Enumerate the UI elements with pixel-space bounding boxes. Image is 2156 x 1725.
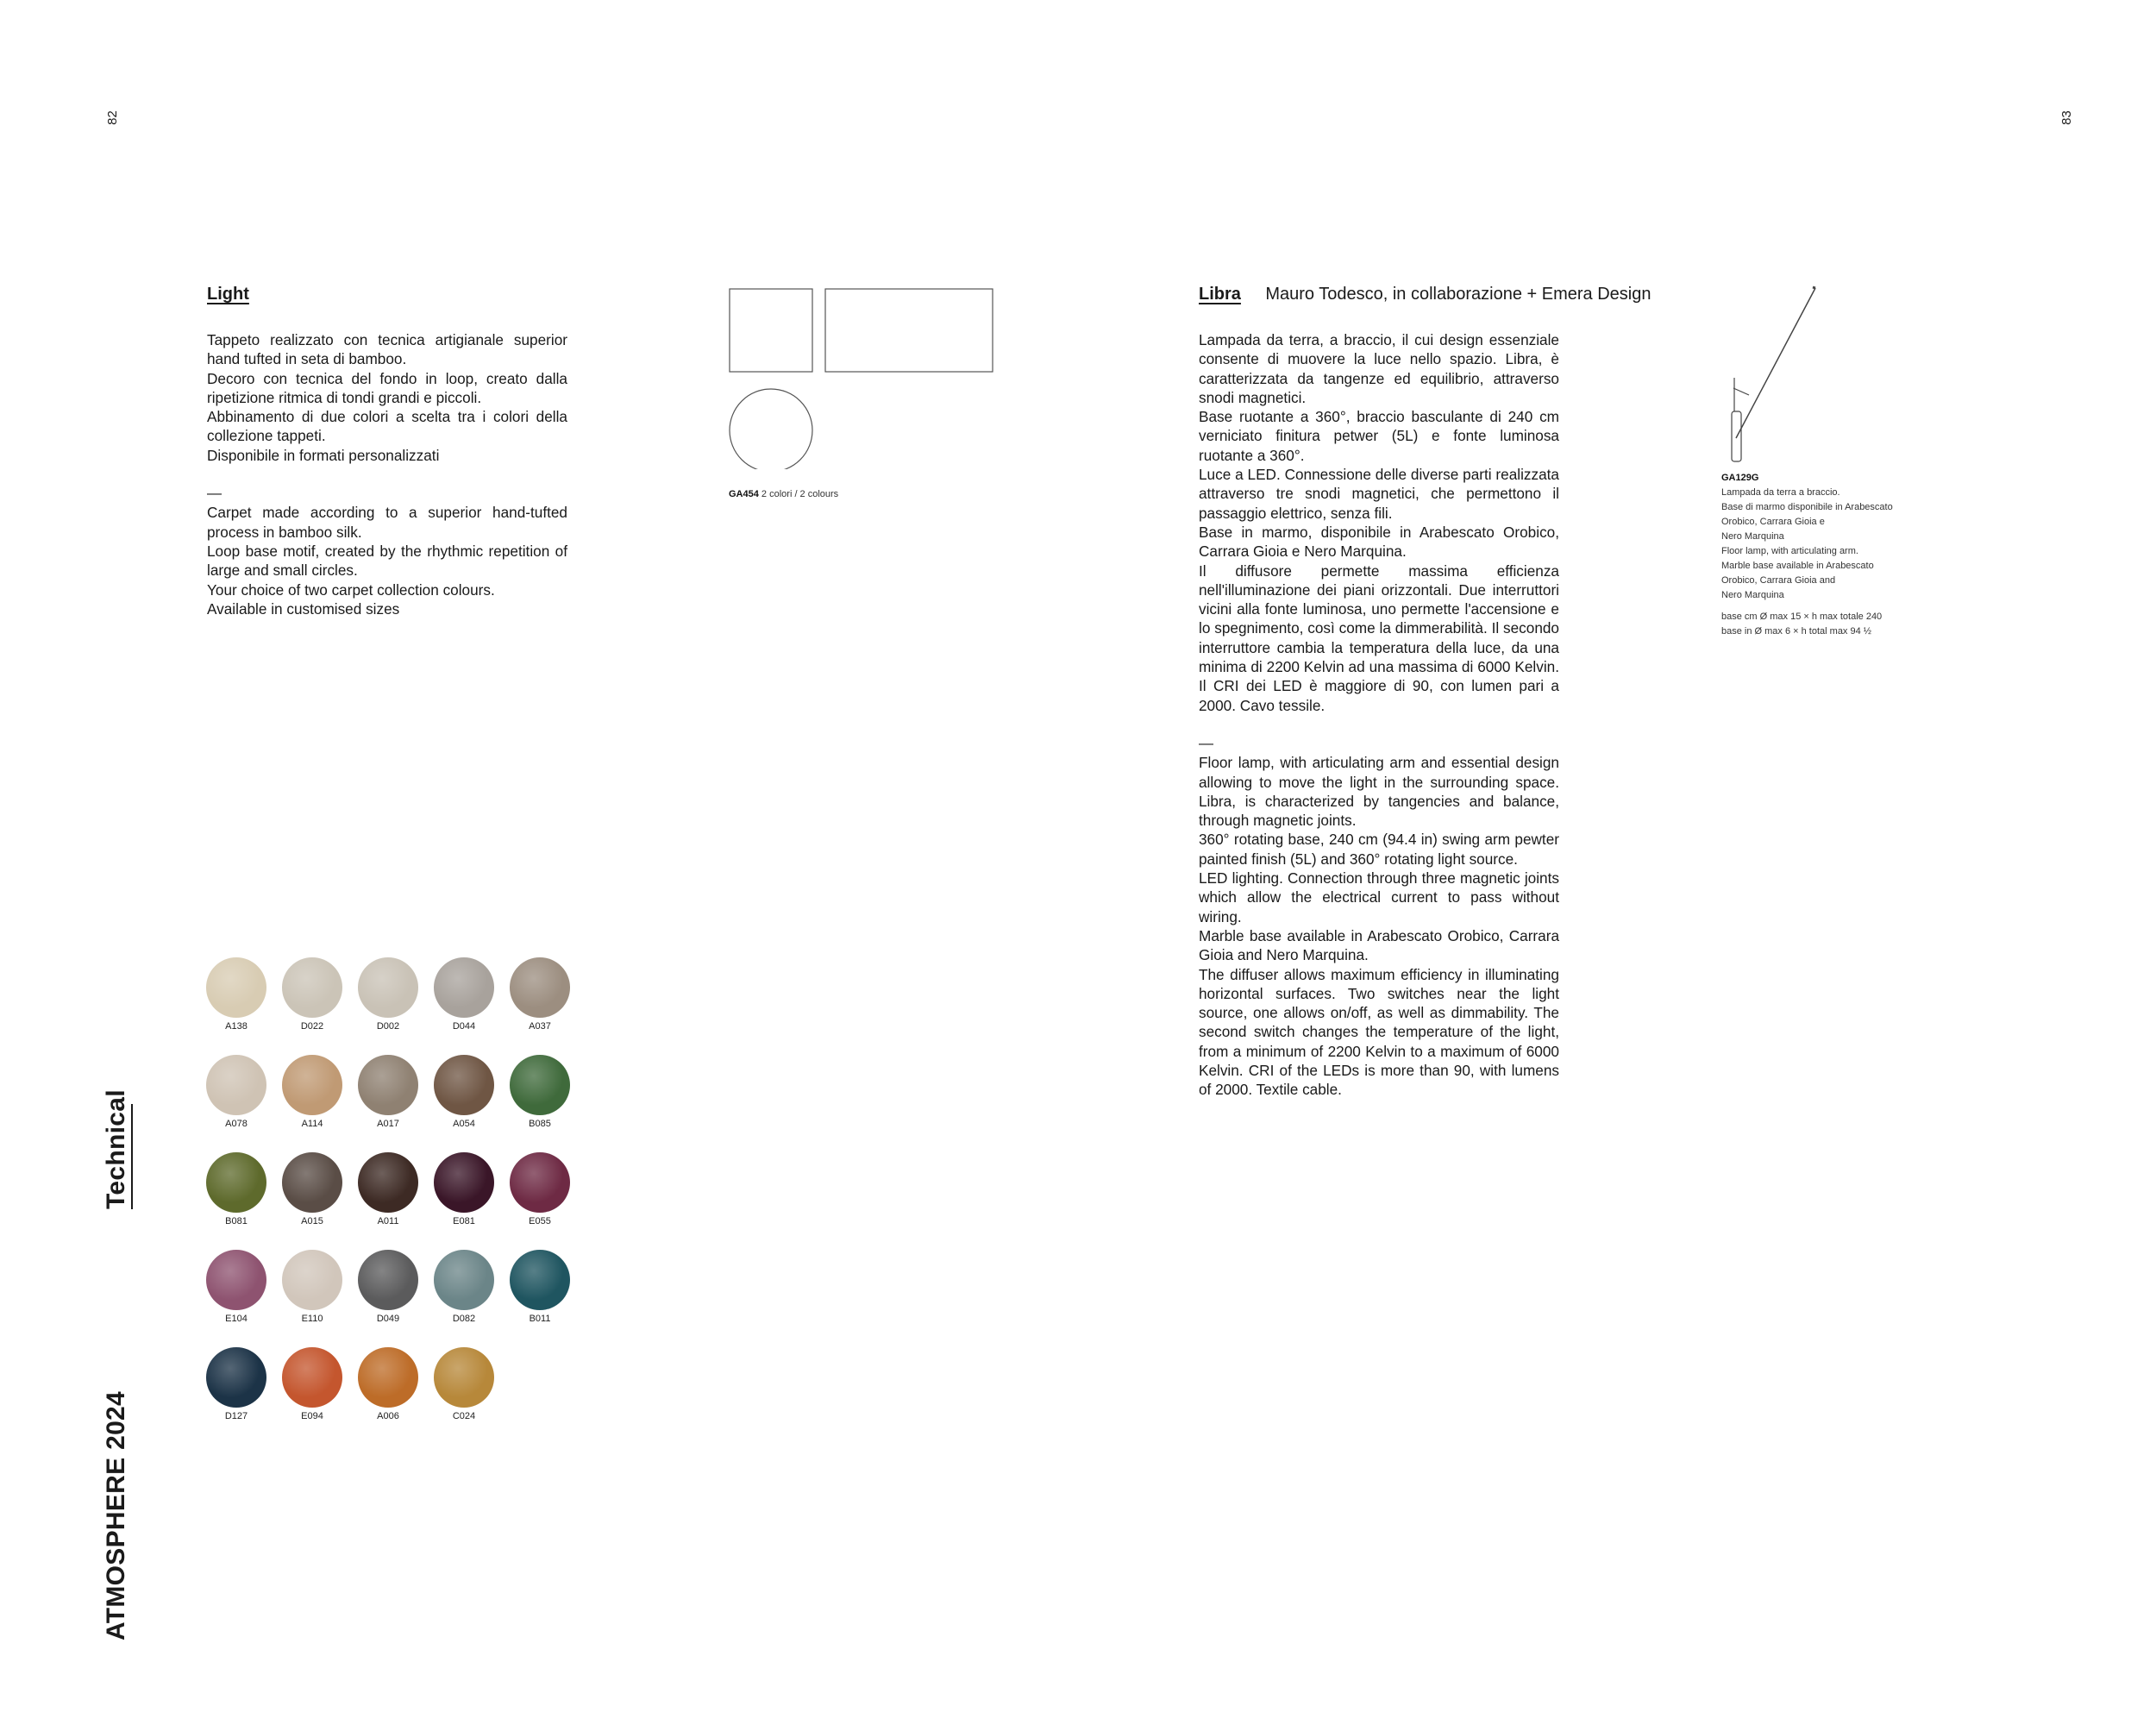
page-number-left: 82: [104, 110, 120, 125]
swatch-disc: [358, 1055, 418, 1115]
swatch-code: D044: [452, 1021, 476, 1032]
colour-swatch: [357, 957, 419, 1032]
colour-swatch: [357, 1152, 419, 1226]
colour-swatch: [205, 1152, 267, 1226]
colour-swatch: [509, 1055, 571, 1129]
swatch-code: C024: [452, 1411, 476, 1421]
caption-line: Marble base available in Arabescato: [1721, 561, 1874, 571]
libra-designer: Mauro Todesco, in collaborazione + Emera Design: [1265, 285, 1651, 304]
swatch-disc: [434, 1250, 494, 1310]
swatch-code: A037: [529, 1021, 551, 1032]
dimension-line: base in Ø max 6 × h total max 94 ½: [1721, 626, 1871, 637]
swatch-disc: [206, 1347, 266, 1408]
swatch-code: B085: [529, 1119, 551, 1129]
swatch-code: E055: [529, 1216, 551, 1226]
rug-colour-note: 2 colori / 2 colours: [761, 489, 839, 499]
rug-format-caption: [729, 487, 838, 502]
caption-line: Nero Marquina: [1721, 531, 1784, 542]
libra-title: Libra: [1199, 285, 1241, 304]
swatch-code: D127: [224, 1411, 248, 1421]
swatch-code: A017: [377, 1119, 399, 1129]
swatch-disc: [206, 1250, 266, 1310]
colour-swatch: [433, 1152, 495, 1226]
colour-swatch: [281, 957, 343, 1032]
swatch-disc: [358, 957, 418, 1018]
swatch-disc: [510, 1250, 570, 1310]
swatch-code: D022: [300, 1021, 324, 1032]
section-underline: [131, 1104, 133, 1209]
swatch-code: E081: [453, 1216, 475, 1226]
light-en-1: Carpet made according to a superior hand-tufted process in bamboo silk.: [207, 504, 567, 541]
libra-it-3: Luce a LED. Connessione delle diverse parti realizzata attraverso tre snodi magnetici, che permettono il passaggio elettrico, senza fili.: [1199, 466, 1559, 522]
swatch-code: B081: [225, 1216, 248, 1226]
colour-swatch: [281, 1347, 343, 1421]
swatch-code: A138: [225, 1021, 248, 1032]
product-code: GA129G: [1721, 473, 1759, 483]
colour-swatch: [433, 1347, 495, 1421]
light-it-1: Tappeto realizzato con tecnica artigianale superior hand tufted in seta di bamboo.: [207, 331, 567, 368]
libra-it-5: Il diffusore permette massima efficienza nell'illuminazione dei piani orizzontali. Due interruttori vicini alla fonte luminosa, uno permette l'accensione e lo spegnimento, così come la dimmerabilità. Il secondo interruttore cambia la temperatura della luce, da una minima di 2200 Kelvin ad una massima di 6000 Kelvin. Il CRI dei LED è maggiore di 90, con lumen pari a 2000. Cavo tessile.: [1199, 561, 1559, 714]
swatch-code: A015: [301, 1216, 323, 1226]
swatch-code: A078: [225, 1119, 248, 1129]
libra-it-1: Lampada da terra, a braccio, il cui design essenziale consente di muovere la luce nello spazio. Libra, è caratterizzata da tangenze ed equilibrio, attraverso snodi magnetici.: [1199, 331, 1559, 406]
swatch-code: E094: [301, 1411, 323, 1421]
rectangle-format: [825, 289, 993, 372]
swatch-code: D002: [376, 1021, 400, 1032]
caption-line: Lampada da terra a braccio.: [1721, 487, 1840, 498]
square-format: [730, 289, 812, 372]
colour-swatch: [433, 957, 495, 1032]
dimension-line: base cm Ø max 15 × h max totale 240: [1721, 612, 1883, 622]
swatch-code: A006: [377, 1411, 399, 1421]
light-it-4: Disponibile in formati personalizzati: [207, 446, 440, 464]
swatch-disc: [282, 1152, 342, 1213]
colour-swatch: [205, 1250, 267, 1324]
libra-en-4: Marble base available in Arabescato Orobico, Carrara Gioia and Nero Marquina.: [1199, 926, 1559, 964]
section-label-text: Technical: [102, 1089, 130, 1209]
colour-swatch: [205, 957, 267, 1032]
swatch-code: E104: [225, 1314, 248, 1324]
colour-swatch: [509, 1152, 571, 1226]
light-it-3: Abbinamento di due colori a scelta tra i colori della collezione tappeti.: [207, 408, 567, 445]
swatch-code: B011: [529, 1314, 551, 1324]
swatch-disc: [282, 1055, 342, 1115]
swatch-disc: [510, 1055, 570, 1115]
colour-swatch: [205, 1055, 267, 1129]
swatch-disc: [206, 957, 266, 1018]
swatch-disc: [358, 1152, 418, 1213]
libra-description: [1199, 330, 1559, 1100]
lamp-joint: [1733, 388, 1749, 395]
round-format: [730, 389, 812, 469]
caption-line: Orobico, Carrara Gioia and: [1721, 575, 1836, 586]
colour-swatch: [205, 1347, 267, 1421]
caption-line: Base di marmo disponibile in Arabescato: [1721, 502, 1893, 512]
light-en-3: Your choice of two carpet collection colours.: [207, 580, 495, 599]
colour-swatch: [509, 957, 571, 1032]
caption-line: Floor lamp, with articulating arm.: [1721, 546, 1858, 556]
swatch-code: D082: [452, 1314, 476, 1324]
swatch-disc: [434, 1152, 494, 1213]
swatch-disc: [434, 957, 494, 1018]
libra-header: [1199, 285, 1651, 304]
lamp-drawing: [1720, 285, 1824, 466]
swatch-disc: [510, 957, 570, 1018]
caption-line: Orobico, Carrara Gioia e: [1721, 517, 1825, 527]
libra-en-1: Floor lamp, with articulating arm and essential design allowing to move the light in the surrounding space. Libra, is characterized by tangencies and balance, through magnetic joints.: [1199, 754, 1559, 830]
page-number-right: 83: [2059, 110, 2074, 125]
swatch-disc: [358, 1347, 418, 1408]
catalog-title: [102, 1391, 131, 1640]
swatch-disc: [206, 1152, 266, 1213]
colour-swatch: [281, 1055, 343, 1129]
libra-en-5: The diffuser allows maximum efficiency in illuminating horizontal surfaces. Two switches near the light source, one allows on/off, as well as dimmability. The second switch changes the temperature of the light, from a minimum of 2200 Kelvin to a maximum of 6000 Kelvin. CRI of the LEDs is more than 90, with lumens of 2000. Textile cable.: [1199, 965, 1559, 1099]
libra-it-4: Base in marmo, disponibile in Arabescato Orobico, Carrara Gioia e Nero Marquina.: [1199, 523, 1559, 561]
colour-swatch: [281, 1250, 343, 1324]
colour-swatch: [433, 1250, 495, 1324]
swatch-disc: [282, 957, 342, 1018]
swatch-code: E110: [301, 1314, 323, 1324]
libra-en-2: 360° rotating base, 240 cm (94.4 in) swing arm pewter painted finish (5L) and 360° rotating light source.: [1199, 831, 1559, 868]
caption-line: Nero Marquina: [1721, 590, 1784, 600]
swatch-disc: [282, 1347, 342, 1408]
product-caption: [1721, 471, 1946, 639]
light-title: Light: [207, 285, 249, 304]
light-en-4: Available in customised sizes: [207, 599, 400, 618]
rug-code: GA454: [729, 489, 759, 499]
light-separator: —: [207, 485, 222, 502]
swatch-code: A054: [453, 1119, 475, 1129]
light-en-2: Loop base motif, created by the rhythmic repetition of large and small circles.: [207, 542, 567, 580]
lamp-arm: [1736, 288, 1815, 438]
swatch-disc: [434, 1347, 494, 1408]
swatch-code: A011: [377, 1216, 399, 1226]
section-label: [102, 1089, 131, 1209]
light-it-2: Decoro con tecnica del fondo in loop, creato dalla ripetizione ritmica di tondi grandi e piccoli.: [207, 369, 567, 406]
rug-format-diagram: [729, 286, 1000, 469]
colour-swatch: [509, 1250, 571, 1324]
swatch-disc: [434, 1055, 494, 1115]
swatch-code: D049: [376, 1314, 400, 1324]
libra-separator: —: [1199, 734, 1213, 751]
colour-swatch: [357, 1347, 419, 1421]
swatch-disc: [358, 1250, 418, 1310]
libra-it-2: Base ruotante a 360°, braccio basculante di 240 cm verniciato finitura petwer (5L) e fonte luminosa ruotante a 360°.: [1199, 408, 1559, 464]
swatch-disc: [282, 1250, 342, 1310]
colour-swatch: [357, 1055, 419, 1129]
swatch-code: A114: [301, 1119, 323, 1129]
colour-swatch: [357, 1250, 419, 1324]
colour-swatch: [433, 1055, 495, 1129]
swatch-disc: [206, 1055, 266, 1115]
swatch-disc: [510, 1152, 570, 1213]
light-description: [207, 330, 567, 618]
colour-swatch: [281, 1152, 343, 1226]
libra-en-3: LED lighting. Connection through three magnetic joints which allow the electrical current to pass without wiring.: [1199, 869, 1559, 925]
catalog-title-text: ATMOSPHERE 2024: [102, 1390, 130, 1640]
lamp-arm-upper: [1813, 287, 1815, 288]
